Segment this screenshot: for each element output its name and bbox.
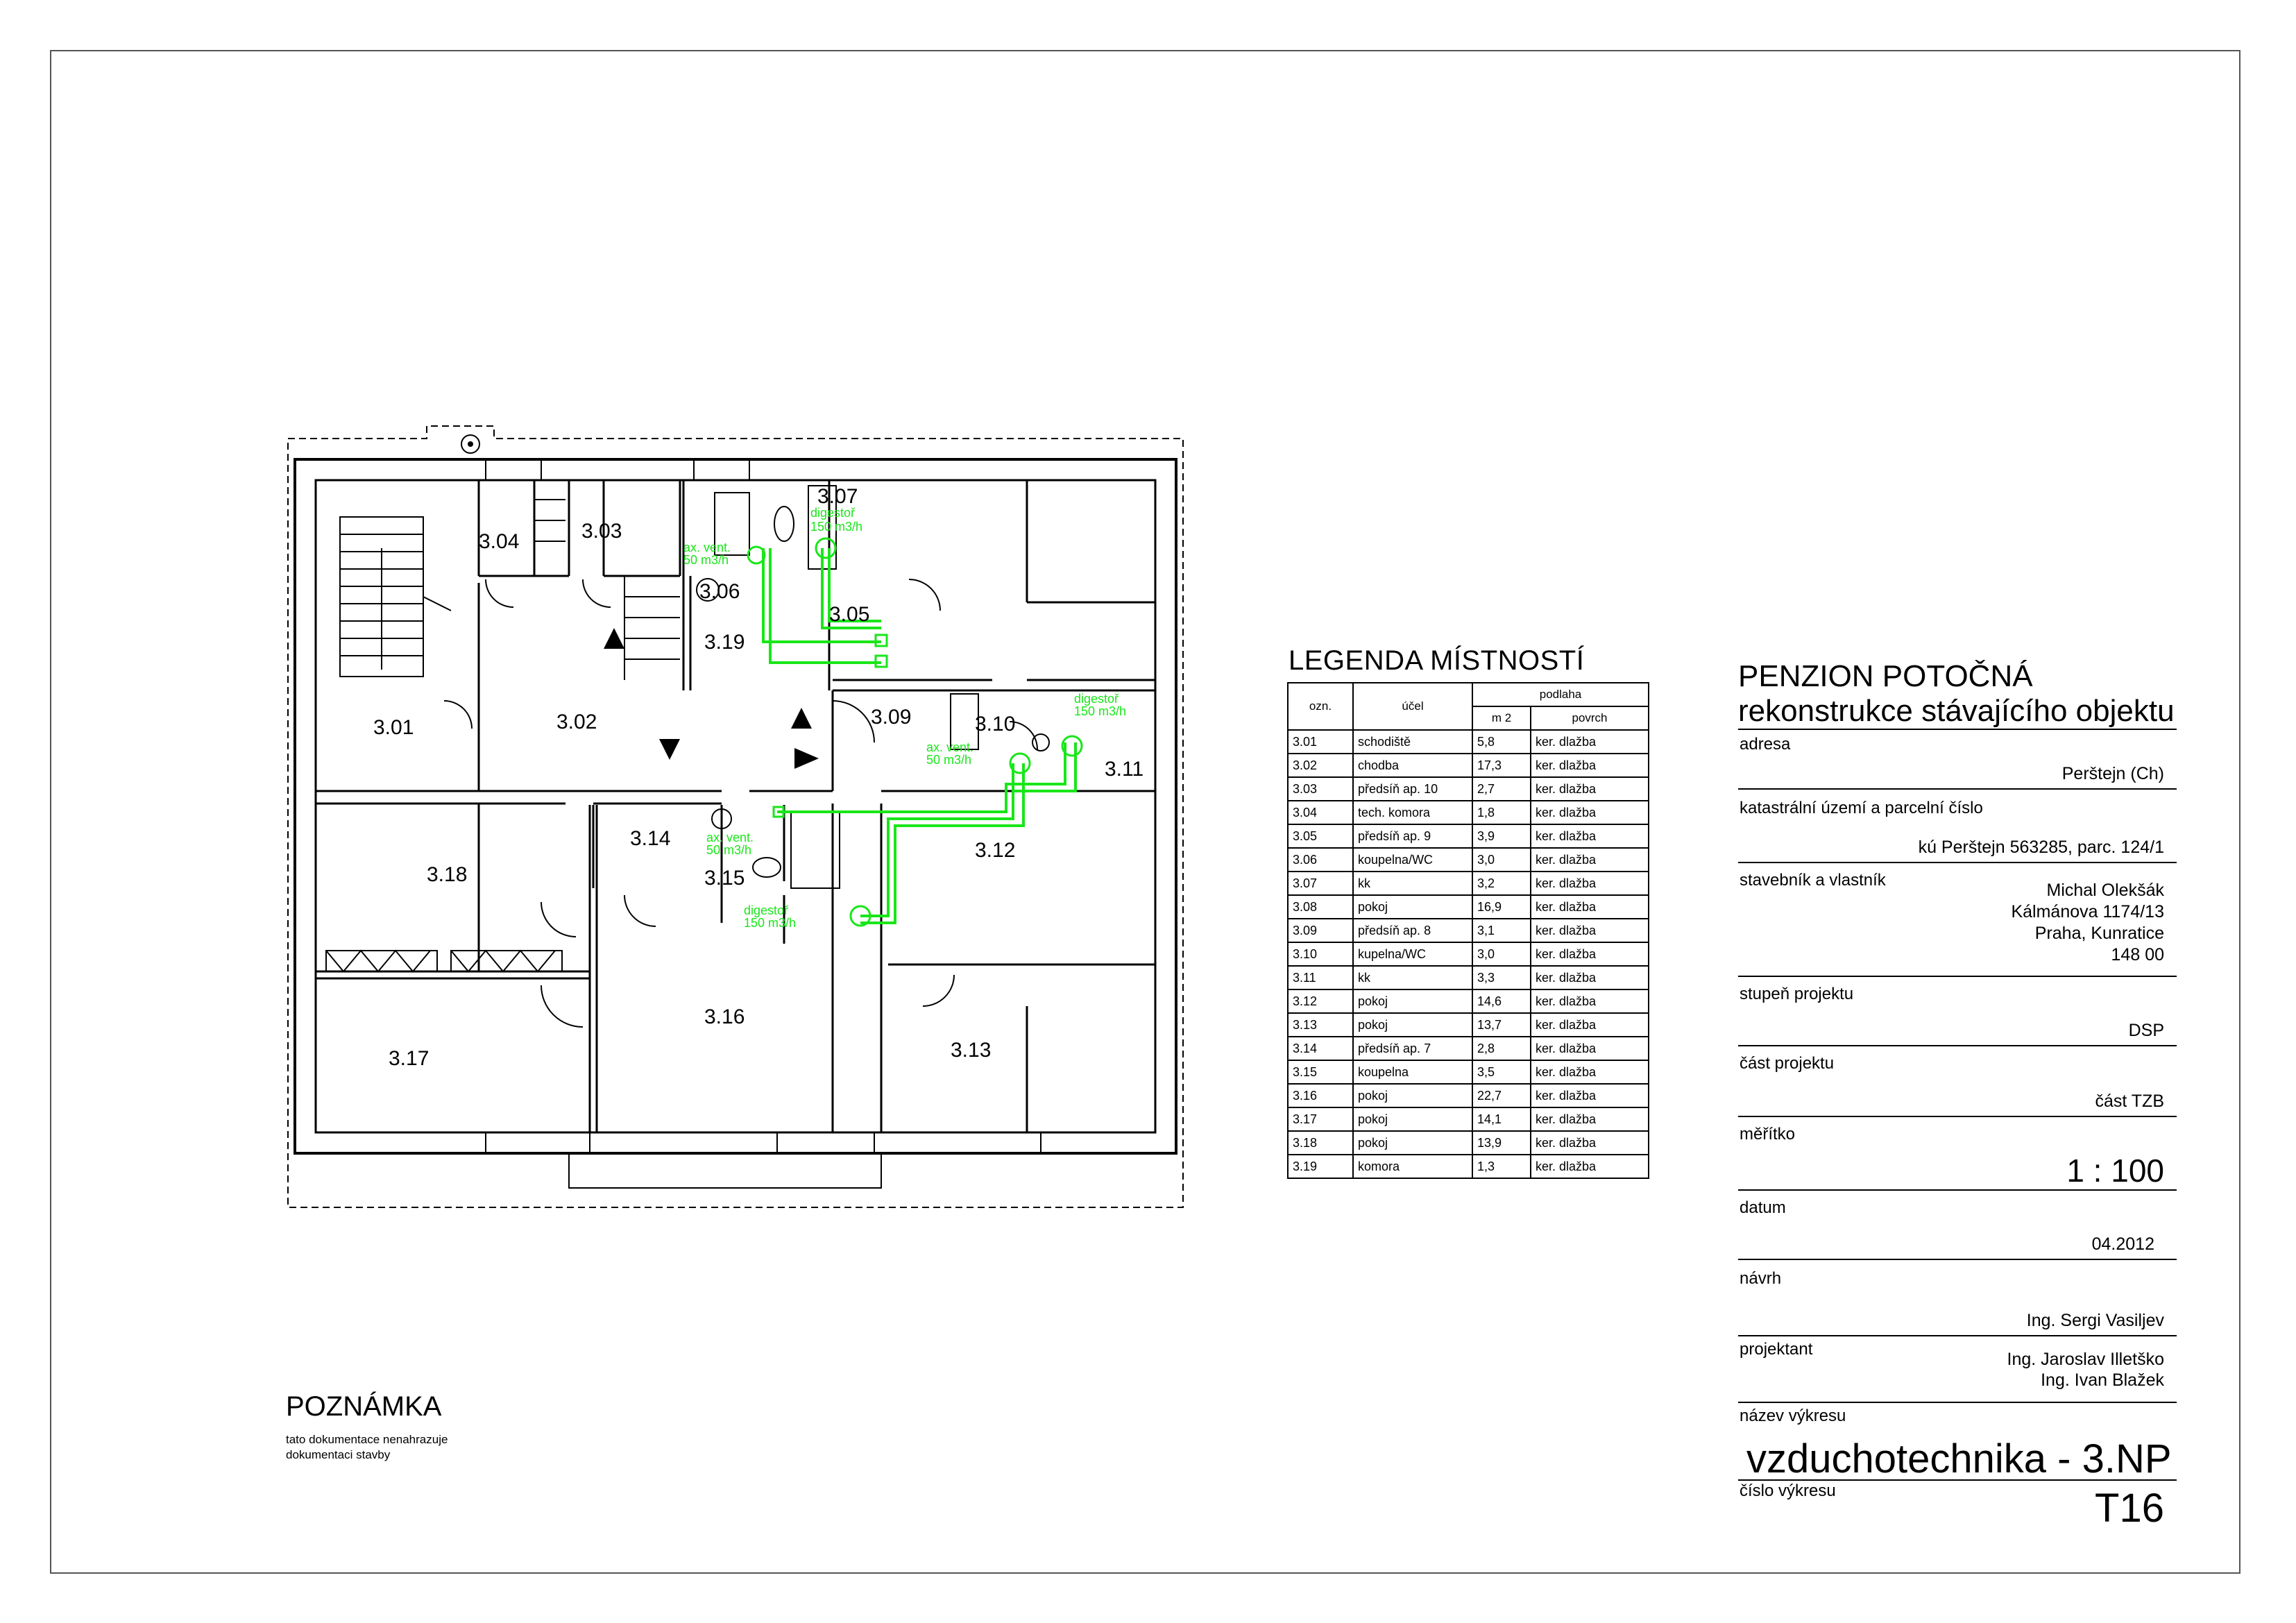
legend-cell-m2: 14,6 [1472,989,1531,1013]
room-legend [1287,645,1655,1179]
design-label: návrh [1740,1269,1782,1288]
legend-cell-ozn: 3.09 [1288,919,1353,942]
legend-cell-povrch: ker. dlažba [1531,1013,1649,1037]
axvent-315-flow: 50 m3/h [706,843,752,857]
roof-outline [288,426,1183,1207]
legend-header-povrch: povrch [1531,706,1649,730]
drawing-number-value: T16 [2095,1486,2164,1531]
legend-cell-ucel: pokoj [1353,895,1472,919]
legend-cell-m2: 2,7 [1472,777,1531,801]
room-label: 3.03 [581,520,622,543]
legend-cell-ozn: 3.16 [1288,1084,1353,1107]
legend-cell-m2: 1,3 [1472,1155,1531,1178]
digestor-311-flow: 150 m3/h [1074,704,1127,718]
project-subtitle: rekonstrukce stávajícího objektu [1738,694,2175,728]
legend-cell-ucel: předsíň ap. 10 [1353,777,1472,801]
legend-row [1288,966,1649,989]
legend-cell-povrch: ker. dlažba [1531,1084,1649,1107]
legend-cell-ozn: 3.05 [1288,824,1353,848]
room-label: 3.17 [389,1047,430,1070]
legend-cell-ozn: 3.11 [1288,966,1353,989]
digestor-307-flow: 150 m3/h [810,520,863,534]
legend-cell-m2: 17,3 [1472,754,1531,777]
legend-cell-ozn: 3.15 [1288,1060,1353,1084]
room-label: 3.19 [704,631,745,654]
legend-cell-m2: 2,8 [1472,1037,1531,1060]
drawing-number-label: číslo výkresu [1740,1481,1836,1500]
axvent-315-label: ax. vent. [706,831,754,844]
legend-cell-ucel: předsíň ap. 9 [1353,824,1472,848]
legend-cell-m2: 5,8 [1472,730,1531,754]
room-label: 3.11 [1105,758,1144,781]
stage-value: DSP [2128,1021,2164,1040]
legend-row [1288,1013,1649,1037]
owner-label: stavebník a vlastník [1740,871,1886,890]
drawing-name-value: vzduchotechnika - 3.NP [1746,1436,2172,1481]
project-name: PENZION POTOČNÁ [1738,659,2033,693]
room-label: 3.18 [427,863,468,886]
legend-cell-povrch: ker. dlažba [1531,848,1649,872]
legend-row [1288,1155,1649,1178]
legend-table [1287,682,1649,1179]
room-label: 3.07 [817,485,858,508]
legend-cell-m2: 3,0 [1472,942,1531,966]
legend-cell-povrch: ker. dlažba [1531,1060,1649,1084]
legend-cell-m2: 3,5 [1472,1060,1531,1084]
room-label: 3.01 [373,716,414,739]
legend-cell-m2: 3,0 [1472,848,1531,872]
legend-cell-ucel: koupelna/WC [1353,848,1472,872]
legend-cell-ucel: kk [1353,872,1472,895]
legend-cell-m2: 13,9 [1472,1131,1531,1155]
legend-row [1288,872,1649,895]
legend-cell-ozn: 3.01 [1288,730,1353,754]
legend-cell-ozn: 3.04 [1288,801,1353,824]
legend-row [1288,777,1649,801]
address-value: Perštejn (Ch) [2061,764,2164,783]
legend-cell-m2: 3,2 [1472,872,1531,895]
room-label: 3.16 [704,1005,745,1028]
legend-row [1288,801,1649,824]
legend-cell-ozn: 3.18 [1288,1131,1353,1155]
design-value: Ing. Sergi Vasiljev [2026,1311,2164,1330]
legend-cell-m2: 14,1 [1472,1107,1531,1131]
room-label: 3.09 [871,706,912,729]
axvent-310-label: ax. vent. [926,740,974,754]
legend-cell-ucel: předsíň ap. 7 [1353,1037,1472,1060]
legend-row [1288,942,1649,966]
legend-cell-ucel: pokoj [1353,1131,1472,1155]
cadastre-label: katastrální území a parcelní číslo [1740,799,1983,817]
designer-label: projektant [1740,1340,1813,1359]
legend-row [1288,919,1649,942]
legend-cell-ozn: 3.08 [1288,895,1353,919]
legend-header-m2: m 2 [1472,706,1531,730]
legend-cell-povrch: ker. dlažba [1531,1107,1649,1131]
digestor-312-flow: 150 m3/h [744,916,797,930]
owner-name: Michal Olekšák [2046,881,2164,900]
digestor-312-label: digestoř [744,903,789,917]
room-label: 3.15 [704,867,745,890]
legend-row [1288,1131,1649,1155]
owner-city: Praha, Kunratice [2034,924,2164,943]
legend-cell-m2: 3,3 [1472,966,1531,989]
date-label: datum [1740,1198,1786,1217]
ventilation-ducts [763,548,1075,923]
room-label: 3.13 [951,1039,992,1062]
legend-cell-m2: 13,7 [1472,1013,1531,1037]
room-label: 3.06 [699,580,740,603]
legend-cell-m2: 22,7 [1472,1084,1531,1107]
legend-cell-ozn: 3.10 [1288,942,1353,966]
legend-row [1288,730,1649,754]
legend-cell-ucel: chodba [1353,754,1472,777]
room-label: 3.02 [556,711,597,733]
legend-row [1288,824,1649,848]
scale-value: 1 : 100 [2066,1153,2164,1189]
legend-cell-povrch: ker. dlažba [1531,1037,1649,1060]
room-label: 3.04 [479,530,520,553]
legend-cell-povrch: ker. dlažba [1531,1155,1649,1178]
legend-row [1288,989,1649,1013]
legend-cell-ozn: 3.19 [1288,1155,1353,1178]
owner-street: Kálmánova 1174/13 [2011,902,2164,921]
note [286,1391,508,1463]
legend-cell-ucel: schodiště [1353,730,1472,754]
legend-cell-povrch: ker. dlažba [1531,801,1649,824]
legend-header-ucel: účel [1353,683,1472,730]
legend-cell-ozn: 3.02 [1288,754,1353,777]
legend-cell-ucel: tech. komora [1353,801,1472,824]
part-label: část projektu [1740,1054,1835,1073]
legend-title: LEGENDA MÍSTNOSTÍ [1289,645,1585,676]
legend-cell-ucel: pokoj [1353,1013,1472,1037]
room-label: 3.10 [975,713,1016,736]
room-label: 3.05 [829,603,870,626]
legend-cell-m2: 3,9 [1472,824,1531,848]
address-label: adresa [1740,735,1791,754]
digestor-311-label: digestoř [1074,692,1119,706]
legend-row [1288,895,1649,919]
designer-name-1: Ing. Jaroslav Illetško [2007,1350,2164,1369]
axvent-306-flow: 50 m3/h [683,553,729,567]
legend-cell-ozn: 3.17 [1288,1107,1353,1131]
legend-cell-ozn: 3.06 [1288,848,1353,872]
legend-cell-ucel: kk [1353,966,1472,989]
title-block [1738,659,2177,1536]
owner-zip: 148 00 [2111,945,2164,965]
legend-cell-m2: 16,9 [1472,895,1531,919]
legend-row [1288,1107,1649,1131]
axvent-306-label: ax. vent. [683,541,731,554]
legend-cell-ozn: 3.13 [1288,1013,1353,1037]
legend-cell-povrch: ker. dlažba [1531,919,1649,942]
legend-cell-povrch: ker. dlažba [1531,942,1649,966]
legend-cell-povrch: ker. dlažba [1531,872,1649,895]
axvent-310-flow: 50 m3/h [926,753,972,767]
stage-label: stupeň projektu [1740,985,1854,1003]
legend-cell-ozn: 3.07 [1288,872,1353,895]
scale-label: měřítko [1740,1125,1796,1144]
legend-cell-povrch: ker. dlažba [1531,777,1649,801]
designer-name-2: Ing. Ivan Blažek [2041,1370,2164,1390]
legend-header-podlaha: podlaha [1472,683,1649,706]
note-line-2: dokumentaci stavby [286,1448,391,1461]
legend-row [1288,1060,1649,1084]
legend-cell-m2: 3,1 [1472,919,1531,942]
legend-cell-povrch: ker. dlažba [1531,754,1649,777]
legend-cell-povrch: ker. dlažba [1531,730,1649,754]
legend-cell-ucel: předsíň ap. 8 [1353,919,1472,942]
part-value: část TZB [2095,1091,2164,1111]
room-label: 3.14 [630,827,671,850]
legend-cell-ucel: komora [1353,1155,1472,1178]
legend-cell-povrch: ker. dlažba [1531,1131,1649,1155]
note-line-1: tato dokumentace nenahrazuje [286,1433,448,1446]
legend-cell-ozn: 3.14 [1288,1037,1353,1060]
legend-cell-ucel: pokoj [1353,989,1472,1013]
legend-row [1288,754,1649,777]
legend-cell-ucel: kupelna/WC [1353,942,1472,966]
legend-cell-ucel: koupelna [1353,1060,1472,1084]
digestor-307-label: digestoř [810,506,856,520]
legend-row [1288,848,1649,872]
legend-cell-ozn: 3.12 [1288,989,1353,1013]
legend-cell-ucel: pokoj [1353,1107,1472,1131]
legend-cell-povrch: ker. dlažba [1531,966,1649,989]
legend-header-ozn: ozn. [1288,683,1353,730]
room-label: 3.12 [975,839,1016,862]
legend-cell-povrch: ker. dlažba [1531,824,1649,848]
note-title: POZNÁMKA [286,1391,442,1422]
drawing-name-label: název výkresu [1740,1407,1846,1425]
legend-row [1288,1084,1649,1107]
legend-cell-m2: 1,8 [1472,801,1531,824]
date-value: 04.2012 [2091,1234,2154,1254]
legend-cell-ucel: pokoj [1353,1084,1472,1107]
legend-cell-ozn: 3.03 [1288,777,1353,801]
legend-row [1288,1037,1649,1060]
legend-cell-povrch: ker. dlažba [1531,895,1649,919]
cadastre-value: kú Perštejn 563285, parc. 124/1 [1918,838,2164,857]
legend-cell-povrch: ker. dlažba [1531,989,1649,1013]
